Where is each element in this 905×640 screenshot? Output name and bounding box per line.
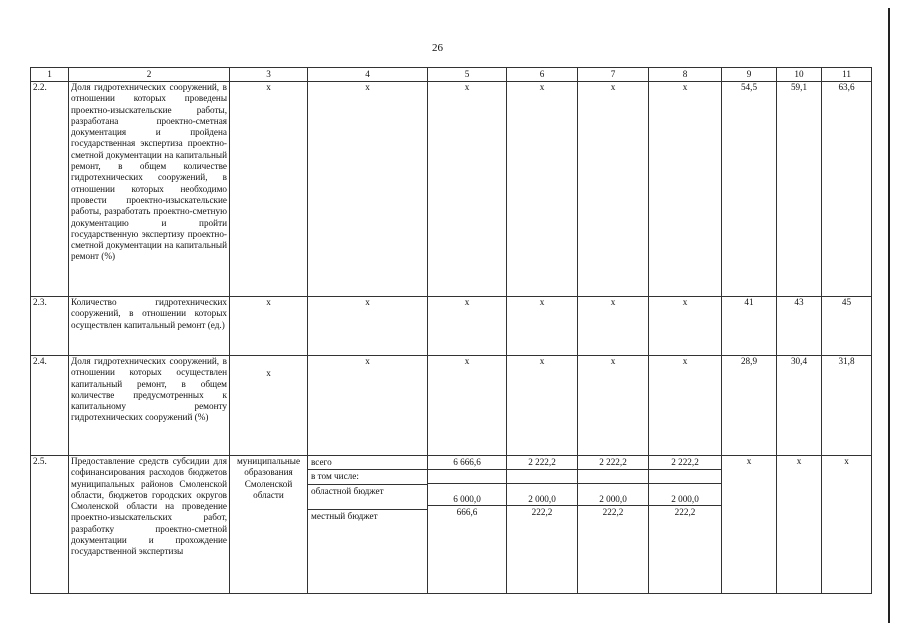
total-amount: 6 666,6 — [428, 456, 506, 470]
table-row — [31, 297, 872, 356]
cell-col5: x — [428, 297, 507, 356]
column-header: 3 — [230, 68, 308, 82]
amounts-col7 — [578, 456, 649, 594]
row-id: 2.4. — [31, 356, 69, 456]
cell-col8: x — [649, 82, 722, 297]
cell-col4: x — [308, 356, 428, 456]
regional-amount: 6 000,0 — [428, 484, 506, 506]
column-header: 4 — [308, 68, 428, 82]
cell-col6: x — [507, 356, 578, 456]
cell-col6: x — [507, 82, 578, 297]
column-number-row — [31, 68, 872, 82]
cell-col11: 31,8 — [822, 356, 872, 456]
cell-col9: x — [722, 456, 777, 594]
cell-col11: 63,6 — [822, 82, 872, 297]
cell-col9: 54,5 — [722, 82, 777, 297]
empty-subcell — [428, 470, 506, 484]
amounts-col6 — [507, 456, 578, 594]
column-header: 1 — [31, 68, 69, 82]
cell-col6: x — [507, 297, 578, 356]
budget-source-cell — [308, 456, 428, 594]
cell-col9: 41 — [722, 297, 777, 356]
table-row — [31, 356, 872, 456]
cell-col10: 30,4 — [777, 356, 822, 456]
total-amount: 2 222,2 — [649, 456, 721, 470]
table-row — [31, 82, 872, 297]
row-description: Количество гидротехнических сооружений, в отношении которых осуществлен капитальный ремонт (ед.) — [69, 297, 230, 356]
budget-total-label: всего — [308, 456, 427, 470]
cell-col7: x — [578, 356, 649, 456]
cell-col8: x — [649, 297, 722, 356]
cell-col5: x — [428, 356, 507, 456]
table-row — [31, 456, 872, 594]
cell-col3: x — [230, 356, 308, 456]
cell-col4: x — [308, 297, 428, 356]
cell-col3: x — [230, 82, 308, 297]
cell-col10: 43 — [777, 297, 822, 356]
column-header: 5 — [428, 68, 507, 82]
cell-col3: муниципальные образования Смоленской области — [230, 456, 308, 594]
row-description: Доля гидротехнических сооружений, в отношении которых осуществлен капитальный ремонт, в общем количестве предусмотренных к капитальному ремонту гидротехнических сооружений (%) — [69, 356, 230, 456]
empty-subcell — [578, 470, 648, 484]
row-id: 2.5. — [31, 456, 69, 594]
column-header: 10 — [777, 68, 822, 82]
row-description: Предоставление средств субсидии для софинансирования расходов бюджетов муниципальных районов Смоленской области, бюджетов городских округов Смоленской области на проведение проектно-изыскательских работ, разработку проектно-сметной документации и прохождение государственной экспертизы — [69, 456, 230, 594]
cell-col9: 28,9 — [722, 356, 777, 456]
column-header: 6 — [507, 68, 578, 82]
column-header: 7 — [578, 68, 649, 82]
local-amount: 222,2 — [674, 507, 696, 518]
cell-col3: x — [230, 297, 308, 356]
budget-regional-label: областной бюджет — [308, 485, 427, 510]
cell-col4: x — [308, 82, 428, 297]
budget-including-label: в том числе: — [308, 470, 427, 484]
regional-amount: 2 000,0 — [578, 484, 648, 506]
column-header: 8 — [649, 68, 722, 82]
column-header: 11 — [822, 68, 872, 82]
local-amount: 666,6 — [456, 507, 478, 518]
cell-col7: x — [578, 82, 649, 297]
cell-col11: x — [822, 456, 872, 594]
cell-col7: x — [578, 297, 649, 356]
regional-amount: 2 000,0 — [507, 484, 577, 506]
amounts-col8 — [649, 456, 722, 594]
row-id: 2.2. — [31, 82, 69, 297]
regional-amount: 2 000,0 — [649, 484, 721, 506]
budget-local-label: местный бюджет — [311, 510, 378, 521]
total-amount: 2 222,2 — [507, 456, 577, 470]
cell-col11: 45 — [822, 297, 872, 356]
cell-col10: 59,1 — [777, 82, 822, 297]
page-edge-line — [888, 8, 890, 623]
column-header: 2 — [69, 68, 230, 82]
cell-col10: x — [777, 456, 822, 594]
local-amount: 222,2 — [531, 507, 553, 518]
cell-col8: x — [649, 356, 722, 456]
local-amount: 222,2 — [602, 507, 624, 518]
row-description: Доля гидротехнических сооружений, в отношении которых проведены проектно-изыскательские работы, разработана проектно-сметная документация и пройдена государственная экспертиза проектно-сметной документации на капитальный ремонт, в общем количестве гидротехнических сооружений, в отношении которых необходимо провести проектно-изыскательские работы, разработать проектно-сметную документацию и пройти государственную экспертизу проектно-сметной документации на капитальный ремонт (%) — [69, 82, 230, 297]
page-number: 26 — [432, 42, 443, 54]
program-table — [30, 67, 872, 594]
total-amount: 2 222,2 — [578, 456, 648, 470]
row-id: 2.3. — [31, 297, 69, 356]
empty-subcell — [507, 470, 577, 484]
cell-col5: x — [428, 82, 507, 297]
amounts-col5 — [428, 456, 507, 594]
column-header: 9 — [722, 68, 777, 82]
empty-subcell — [649, 470, 721, 484]
